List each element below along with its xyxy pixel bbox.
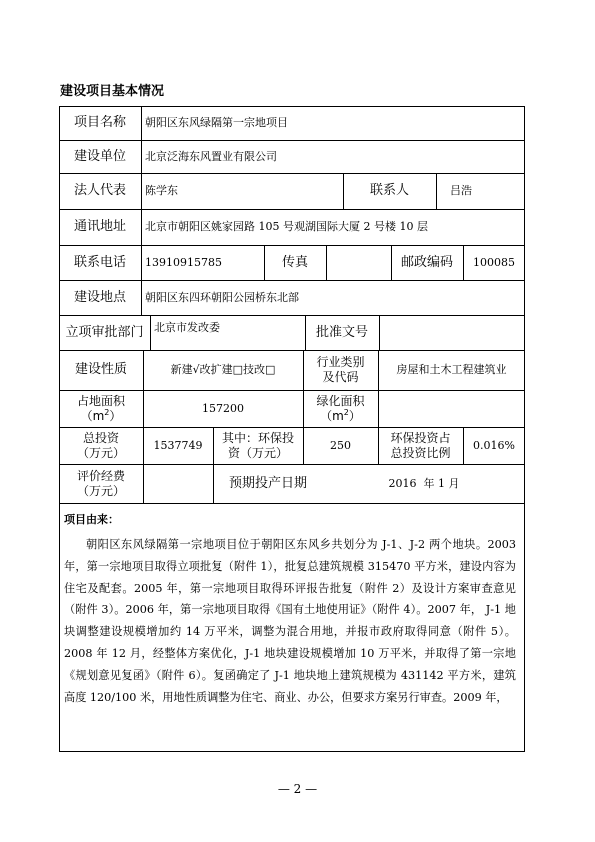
legal-rep-value: 陈学东	[145, 184, 178, 197]
land-area-label-line1: 占地面积	[76, 393, 125, 408]
approval-doc-value	[379, 315, 525, 350]
env-investment-value: 250	[330, 438, 351, 452]
green-area-label-line1: 绿化面积	[316, 393, 365, 408]
env-ratio-label-line1: 环保投资占	[390, 430, 451, 445]
location-label: 建设地点	[73, 289, 126, 305]
approval-dept-value: 北京市发改委	[154, 321, 220, 334]
industry-label	[303, 350, 378, 390]
address-label: 通讯地址	[73, 219, 126, 234]
approval-dept-label: 立项审批部门	[65, 324, 144, 340]
env-investment-label	[213, 427, 303, 464]
production-date-value: 2016 年 1 月	[388, 476, 460, 490]
builder-label: 建设单位	[73, 148, 126, 164]
land-area-unit: $(m^2)$	[80, 407, 122, 423]
green-area-value	[378, 390, 525, 427]
address-value: 北京市朝阳区姚家园路 105 号观湖国际大厦 2 号楼 10 层	[145, 220, 428, 233]
production-date-label: 预期投产日期	[228, 475, 307, 491]
builder-value: 北京泛海东风置业有限公司	[145, 149, 277, 163]
env-investment-label-line2: 资（万元）	[227, 445, 288, 460]
green-area-label	[303, 390, 378, 427]
project-name-label: 项目名称	[73, 115, 126, 130]
location-value: 朝阳区东四环朝阳公园桥东北部	[145, 290, 299, 304]
project-origin-body	[64, 534, 516, 708]
fax-label: 传真	[281, 254, 308, 270]
contact-label: 联系人	[369, 183, 409, 198]
row-divider	[59, 503, 525, 504]
nature-label: 建设性质	[74, 362, 127, 377]
eval-fee-label	[59, 464, 143, 503]
postcode-label: 邮政编码	[400, 254, 453, 270]
page-number: — 2 —	[277, 782, 318, 796]
land-area-value: 157200	[202, 401, 244, 415]
industry-label-line2: 及代码	[322, 370, 359, 384]
project-origin-title: 项目由来：	[64, 513, 119, 526]
total-investment-label-line2: （万元）	[76, 445, 125, 460]
project-origin-paragraph: 朝阳区东风绿隔第一宗地项目位于朝阳区东风乡共划分为 J-1、J-2 两个地块。2003 年，第一宗地项目取得立项批复（附件 1），批复总建筑规模 315470 平方米，建设内容为住宅及配套。2005 年，第一宗地项目取得环评报告批复（附件 2）及设计方案审查意见（附件 3）。2006 年，第一宗地项目取得《国有土地使用证》（附件 4）。2007 年， J-1 地块调整建设规模增加约 14 万平米，调整为混合用地，并报市政府取得同意（附件 5）。2008 年 12 月，经整体方案优化，J-1 地块建设规模增加 10 万平米，并取得了第一宗地《规划意见复函》（附件 6）。复函确定了 J-1 地块地上建筑规模为 431142 平方米，建筑高度 120/100 米，用地性质调整为住宅、商业、办公，但要求方案另行审查。2009 年，	[64, 538, 516, 704]
eval-fee-value	[143, 464, 213, 503]
project-name-value: 朝阳区东风绿隔第一宗地项目	[145, 116, 288, 129]
nature-value: 新建√改扩建□技改□	[170, 363, 276, 376]
fax-value	[326, 245, 391, 280]
green-area-unit: $(m^2)$	[320, 407, 361, 423]
env-ratio-label	[378, 427, 463, 464]
env-ratio-label-line2: 总投资比例	[390, 445, 451, 460]
land-area-label	[59, 390, 143, 427]
total-investment-value: 1537749	[153, 438, 203, 452]
postcode-value: 100085	[473, 255, 515, 269]
total-investment-label	[59, 427, 143, 464]
industry-label-line1: 行业类别	[316, 355, 365, 369]
total-investment-label-line1: 总投资	[82, 430, 119, 445]
industry-value: 房屋和土木工程建筑业	[396, 363, 507, 376]
phone-label: 联系电话	[73, 254, 126, 270]
env-ratio-value: 0.016%	[473, 438, 515, 452]
approval-doc-label: 批准文号	[315, 324, 368, 340]
env-investment-label-line1: 其中：环保投	[221, 430, 294, 445]
eval-fee-label-line1: 评价经费	[76, 468, 125, 483]
contact-value: 吕浩	[450, 184, 472, 197]
eval-fee-label-line2: （万元）	[76, 483, 125, 498]
legal-rep-label: 法人代表	[73, 183, 126, 198]
phone-value: 13910915785	[145, 255, 222, 269]
section-heading: 建设项目基本情况	[60, 84, 165, 99]
